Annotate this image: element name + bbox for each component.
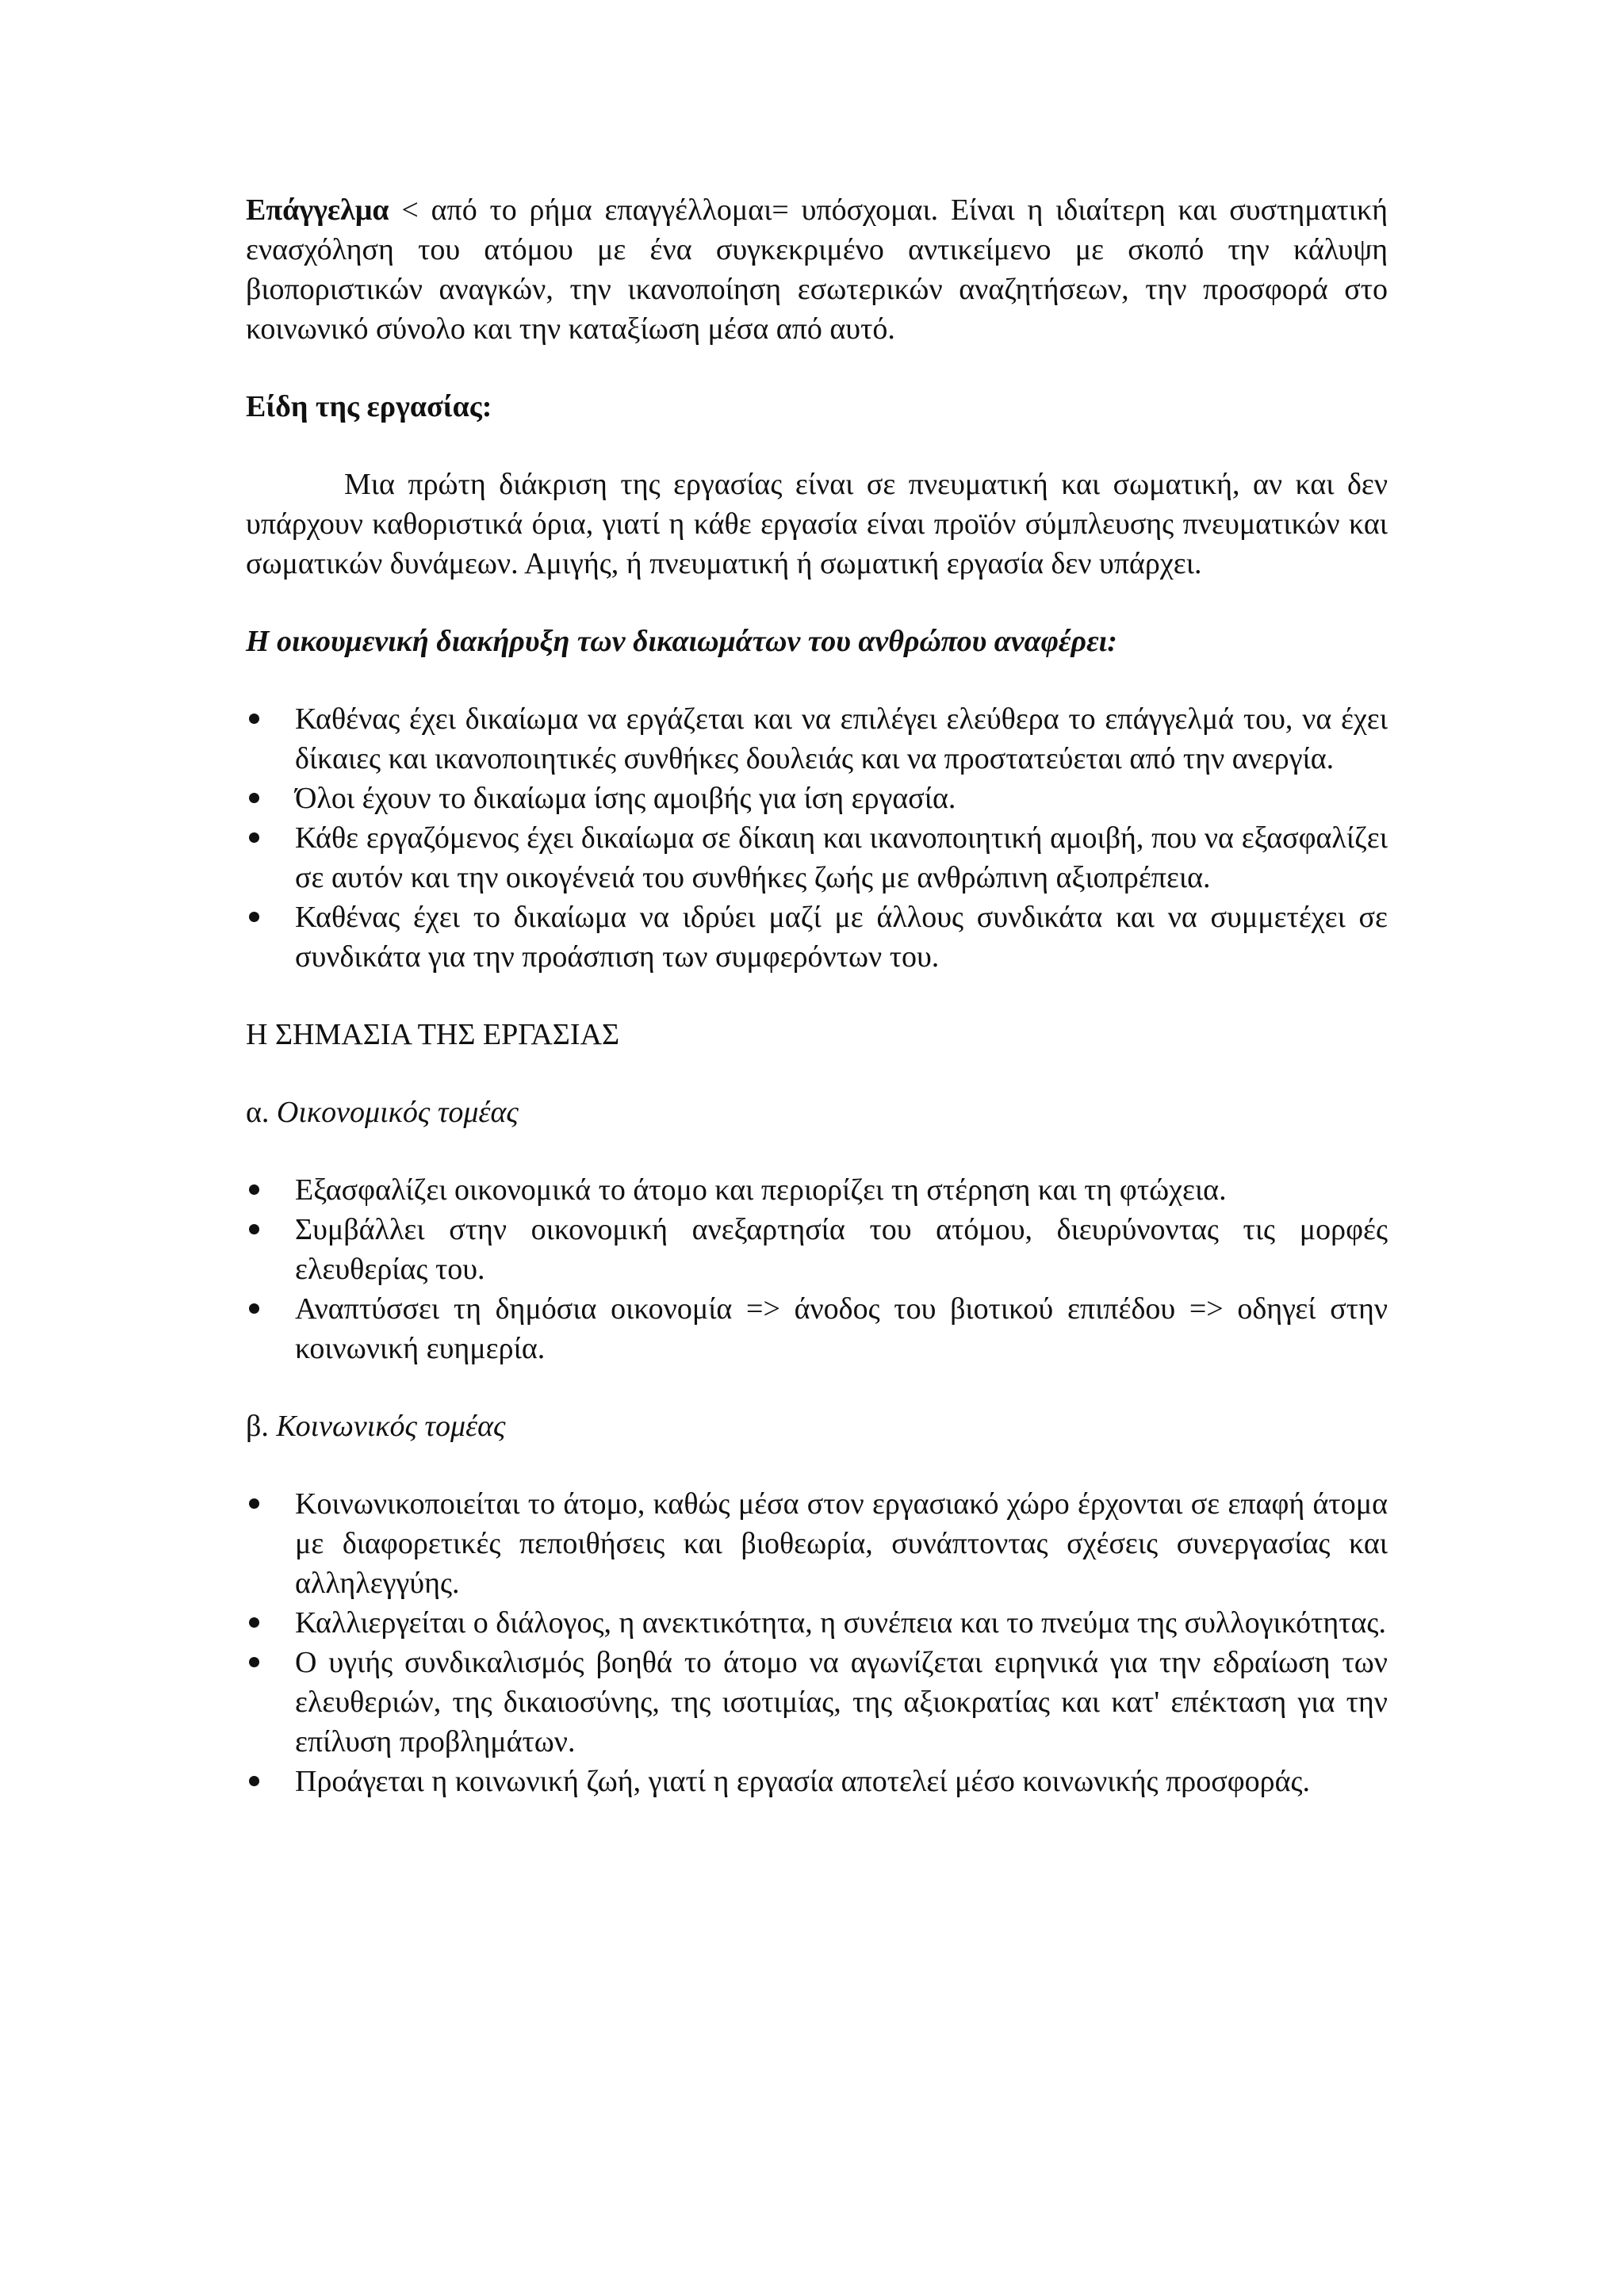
list-item-text: Κοινωνικοποιείται το άτομο, καθώς μέσα στον εργασιακό χώρο έρχονται σε επαφή άτομα με διαφορετικές πεποιθήσεις και βιοθεωρία, συνάπτοντας σχέσεις συνεργασίας και αλληλεγγύης. [295, 1487, 1388, 1600]
list-item [246, 1762, 1388, 1801]
list-item [246, 699, 1388, 779]
bullet-icon [249, 1617, 259, 1628]
list-item-text: Συμβάλλει στην οικονομική ανεξαρτησία του ατόμου, διευρύνοντας τις μορφές ελευθερίας του. [295, 1213, 1388, 1286]
economic-heading [246, 1093, 1388, 1132]
list-item-text: Καθένας έχει το δικαίωμα να ιδρύει μαζί με άλλους συνδικάτα και να συμμετέχει σε συνδικάτα για την προάσπιση των συμφερόντων του. [295, 901, 1388, 974]
economic-list [246, 1170, 1388, 1368]
bullet-icon [249, 1184, 259, 1195]
economic-title: Οικονομικός τομέας [276, 1096, 519, 1129]
kinds-heading: Είδη της εργασίας: [246, 390, 492, 423]
list-item-text: Ο υγιής συνδικαλισμός βοηθά το άτομο να αγωνίζεται ειρηνικά για την εδραίωση των ελευθεριών, της δικαιοσύνης, της ισοτιμίας, της αξιοκρατίας και κατ' επέκταση για την επίλυση προβλημάτων. [295, 1646, 1388, 1758]
social-prefix: β. [246, 1410, 277, 1443]
bullet-icon [249, 1657, 259, 1667]
list-item-text: Καλλιεργείται ο διάλογος, η ανεκτικότητα, η συνέπεια και το πνεύμα της συλλογικότητας. [295, 1606, 1386, 1640]
importance-heading: Η ΣΗΜΑΣΙΑ ΤΗΣ ΕΡΓΑΣΙΑΣ [246, 1018, 620, 1051]
social-heading [246, 1406, 1388, 1446]
list-item [246, 1170, 1388, 1210]
list-item [246, 1484, 1388, 1603]
list-item [246, 1289, 1388, 1368]
list-item-text: Καθένας έχει δικαίωμα να εργάζεται και να επιλέγει ελεύθερα το επάγγελμά του, να έχει δίκαιες και ικανοποιητικές συνθήκες δουλειάς και να προστατεύεται από την ανεργία. [295, 702, 1388, 775]
kinds-paragraph: Μια πρώτη διάκριση της εργασίας είναι σε πνευματική και σωματική, αν και δεν υπάρχουν καθοριστικά όρια, γιατί η κάθε εργασία είναι προϊόν σύμπλευσης πνευματικών και σωματικών δυνάμεων. Αμιγής, ή πνευματική ή σωματική εργασία δεν υπάρχει. [246, 468, 1388, 580]
list-item-text: Κάθε εργαζόμενος έχει δικαίωμα σε δίκαιη και ικανοποιητική αμοιβή, που να εξασφαλίζει σε αυτόν και την οικογένειά του συνθήκες ζωής με ανθρώπινη αξιοπρέπεια. [295, 821, 1388, 894]
list-item [246, 818, 1388, 897]
list-item [246, 779, 1388, 818]
list-item-text: Προάγεται η κοινωνική ζωή, γιατί η εργασία αποτελεί μέσο κοινωνικής προσφοράς. [295, 1765, 1311, 1798]
list-item [246, 1210, 1388, 1289]
intro-term: Επάγγελμα [246, 193, 389, 227]
social-list [246, 1484, 1388, 1801]
declaration-heading: Η οικουμενική διακήρυξη των δικαιωμάτων του ανθρώπου αναφέρει: [246, 625, 1117, 658]
social-title: Κοινωνικός τομέας [276, 1410, 506, 1443]
bullet-icon [249, 912, 259, 922]
list-item [246, 1643, 1388, 1762]
list-item-text: Όλοι έχουν το δικαίωμα ίσης αμοιβής για ίση εργασία. [295, 782, 956, 815]
bullet-icon [249, 832, 259, 843]
bullet-icon [249, 1224, 259, 1234]
bullet-icon [249, 1303, 259, 1314]
list-item [246, 897, 1388, 977]
list-item-text: Εξασφαλίζει οικονομικά το άτομο και περιορίζει τη στέρηση και τη φτώχεια. [295, 1173, 1227, 1207]
bullet-icon [249, 1498, 259, 1509]
declaration-list [246, 699, 1388, 977]
intro-paragraph [246, 190, 1388, 349]
list-item [246, 1603, 1388, 1643]
list-item-text: Αναπτύσσει τη δημόσια οικονομία => άνοδος του βιοτικού επιπέδου => οδηγεί στην κοινωνική ευημερία. [295, 1292, 1388, 1365]
bullet-icon [249, 714, 259, 724]
bullet-icon [249, 793, 259, 803]
economic-prefix: α. [246, 1096, 277, 1129]
bullet-icon [249, 1776, 259, 1786]
intro-definition: < από το ρήμα επαγγέλλομαι= υπόσχομαι. Είναι η ιδιαίτερη και συστηματική ενασχόληση του ατόμου με ένα συγκεκριμένο αντικείμενο με σκοπό την κάλυψη βιοποριστικών αναγκών, την ικανοποίηση εσωτερικών αναζητήσεων, την προσφορά στο κοινωνικό σύνολο και την καταξίωση μέσα από αυτό. [246, 193, 1388, 346]
document-page [246, 190, 1388, 1839]
